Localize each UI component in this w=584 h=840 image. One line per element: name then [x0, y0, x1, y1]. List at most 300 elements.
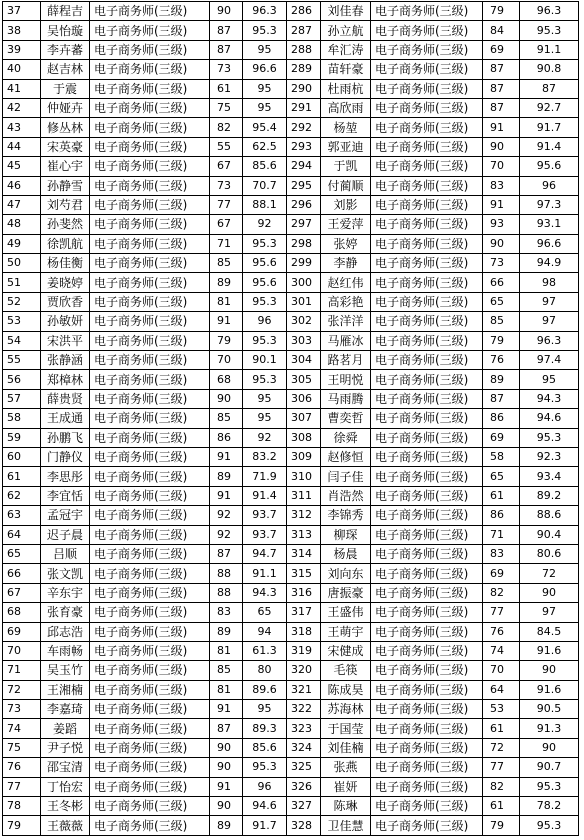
- table-row: [3, 254, 579, 273]
- score-theory-cell: 74: [483, 641, 520, 660]
- score-practical-cell: 90: [520, 661, 579, 680]
- person-name-cell: 赵修恒: [321, 447, 371, 466]
- person-name-cell: 王明悦: [321, 370, 371, 389]
- score-practical-cell: 95.6: [243, 254, 287, 273]
- row-index-cell: 308: [287, 428, 321, 447]
- person-name-cell: 杨佳衡: [41, 254, 90, 273]
- job-title-cell: 电子商务师(三级): [371, 506, 483, 525]
- table-row: [3, 215, 579, 234]
- row-index-cell: 72: [3, 680, 41, 699]
- person-name-cell: 丁怡宏: [41, 777, 90, 796]
- row-index-cell: 37: [3, 2, 41, 21]
- score-practical-cell: 97.4: [520, 351, 579, 370]
- table-row: [3, 79, 579, 98]
- row-index-cell: 41: [3, 79, 41, 98]
- score-practical-cell: 95.3: [520, 777, 579, 796]
- score-theory-cell: 66: [483, 273, 520, 292]
- person-name-cell: 卫佳慧: [321, 816, 371, 835]
- score-practical-cell: 96: [243, 777, 287, 796]
- job-title-cell: 电子商务师(三级): [371, 176, 483, 195]
- person-name-cell: 孙斐然: [41, 215, 90, 234]
- row-index-cell: 326: [287, 777, 321, 796]
- row-index-cell: 74: [3, 719, 41, 738]
- person-name-cell: 郭亚迪: [321, 137, 371, 156]
- row-index-cell: 68: [3, 603, 41, 622]
- row-index-cell: 44: [3, 137, 41, 156]
- job-title-cell: 电子商务师(三级): [371, 157, 483, 176]
- score-theory-cell: 85: [210, 661, 243, 680]
- row-index-cell: 75: [3, 738, 41, 757]
- score-practical-cell: 91.6: [520, 680, 579, 699]
- job-title-cell: 电子商务师(三级): [90, 603, 210, 622]
- job-title-cell: 电子商务师(三级): [90, 2, 210, 21]
- job-title-cell: 电子商务师(三级): [371, 331, 483, 350]
- person-name-cell: 曹奕哲: [321, 409, 371, 428]
- job-title-cell: 电子商务师(三级): [90, 564, 210, 583]
- person-name-cell: 宋洪平: [41, 331, 90, 350]
- job-title-cell: 电子商务师(三级): [371, 428, 483, 447]
- person-name-cell: 姜蹈: [41, 719, 90, 738]
- row-index-cell: 313: [287, 525, 321, 544]
- score-practical-cell: 83.2: [243, 447, 287, 466]
- job-title-cell: 电子商务师(三级): [90, 409, 210, 428]
- job-title-cell: 电子商务师(三级): [371, 312, 483, 331]
- score-theory-cell: 73: [483, 254, 520, 273]
- person-name-cell: 张文凯: [41, 564, 90, 583]
- row-index-cell: 54: [3, 331, 41, 350]
- score-theory-cell: 91: [210, 700, 243, 719]
- job-title-cell: 电子商务师(三级): [371, 409, 483, 428]
- score-theory-cell: 87: [483, 98, 520, 117]
- score-practical-cell: 97: [520, 603, 579, 622]
- person-name-cell: 刘芍君: [41, 195, 90, 214]
- person-name-cell: 孟冠宇: [41, 506, 90, 525]
- row-index-cell: 53: [3, 312, 41, 331]
- person-name-cell: 孙立航: [321, 21, 371, 40]
- table-row: [3, 777, 579, 796]
- row-index-cell: 328: [287, 816, 321, 835]
- row-index-cell: 288: [287, 40, 321, 59]
- job-title-cell: 电子商务师(三级): [371, 525, 483, 544]
- score-practical-cell: 94: [243, 622, 287, 641]
- person-name-cell: 郑樟林: [41, 370, 90, 389]
- score-practical-cell: 87: [520, 79, 579, 98]
- score-theory-cell: 70: [210, 351, 243, 370]
- job-title-cell: 电子商务师(三级): [371, 137, 483, 156]
- score-practical-cell: 95.3: [243, 331, 287, 350]
- job-title-cell: 电子商务师(三级): [371, 40, 483, 59]
- score-practical-cell: 90.7: [520, 758, 579, 777]
- person-name-cell: 毛筷: [321, 661, 371, 680]
- table-row: [3, 583, 579, 602]
- row-index-cell: 45: [3, 157, 41, 176]
- score-practical-cell: 95.3: [243, 370, 287, 389]
- row-index-cell: 59: [3, 428, 41, 447]
- row-index-cell: 71: [3, 661, 41, 680]
- table-row: [3, 137, 579, 156]
- job-title-cell: 电子商务师(三级): [371, 254, 483, 273]
- score-practical-cell: 95: [243, 79, 287, 98]
- score-practical-cell: 96.3: [243, 2, 287, 21]
- score-theory-cell: 61: [483, 486, 520, 505]
- table-row: [3, 370, 579, 389]
- score-practical-cell: 93.4: [520, 467, 579, 486]
- job-title-cell: 电子商务师(三级): [90, 98, 210, 117]
- row-index-cell: 297: [287, 215, 321, 234]
- score-theory-cell: 79: [483, 816, 520, 835]
- score-theory-cell: 90: [210, 797, 243, 816]
- row-index-cell: 303: [287, 331, 321, 350]
- person-name-cell: 李卉蕃: [41, 40, 90, 59]
- score-practical-cell: 92: [243, 428, 287, 447]
- person-name-cell: 孙鹏飞: [41, 428, 90, 447]
- score-practical-cell: 91.1: [520, 40, 579, 59]
- score-theory-cell: 64: [483, 680, 520, 699]
- person-name-cell: 于国莹: [321, 719, 371, 738]
- person-name-cell: 李嘉琦: [41, 700, 90, 719]
- score-practical-cell: 95.6: [520, 157, 579, 176]
- person-name-cell: 宋健成: [321, 641, 371, 660]
- person-name-cell: 付蔺顺: [321, 176, 371, 195]
- score-practical-cell: 90.4: [520, 525, 579, 544]
- table-row: [3, 176, 579, 195]
- score-theory-cell: 83: [483, 176, 520, 195]
- row-index-cell: 291: [287, 98, 321, 117]
- row-index-cell: 296: [287, 195, 321, 214]
- row-index-cell: 65: [3, 544, 41, 563]
- job-title-cell: 电子商务师(三级): [90, 758, 210, 777]
- person-name-cell: 迟子晨: [41, 525, 90, 544]
- person-name-cell: 杨晨: [321, 544, 371, 563]
- row-index-cell: 66: [3, 564, 41, 583]
- job-title-cell: 电子商务师(三级): [90, 428, 210, 447]
- table-row: [3, 564, 579, 583]
- score-theory-cell: 92: [210, 506, 243, 525]
- row-index-cell: 40: [3, 60, 41, 79]
- job-title-cell: 电子商务师(三级): [371, 700, 483, 719]
- person-name-cell: 李静: [321, 254, 371, 273]
- job-title-cell: 电子商务师(三级): [90, 176, 210, 195]
- job-title-cell: 电子商务师(三级): [90, 719, 210, 738]
- table-row: [3, 157, 579, 176]
- job-title-cell: 电子商务师(三级): [90, 467, 210, 486]
- person-name-cell: 崔心宇: [41, 157, 90, 176]
- job-title-cell: 电子商务师(三级): [90, 215, 210, 234]
- job-title-cell: 电子商务师(三级): [90, 118, 210, 137]
- score-table: [2, 1, 579, 836]
- table-row: [3, 661, 579, 680]
- person-name-cell: 邱志浩: [41, 622, 90, 641]
- score-practical-cell: 80: [243, 661, 287, 680]
- job-title-cell: 电子商务师(三级): [371, 777, 483, 796]
- person-name-cell: 高欣雨: [321, 98, 371, 117]
- row-index-cell: 302: [287, 312, 321, 331]
- job-title-cell: 电子商务师(三级): [371, 797, 483, 816]
- person-name-cell: 仲娅卉: [41, 98, 90, 117]
- score-practical-cell: 96: [243, 312, 287, 331]
- job-title-cell: 电子商务师(三级): [90, 447, 210, 466]
- score-theory-cell: 65: [483, 467, 520, 486]
- job-title-cell: 电子商务师(三级): [90, 816, 210, 835]
- table-row: [3, 797, 579, 816]
- score-theory-cell: 90: [210, 389, 243, 408]
- row-index-cell: 311: [287, 486, 321, 505]
- person-name-cell: 赵红伟: [321, 273, 371, 292]
- person-name-cell: 闫子佳: [321, 467, 371, 486]
- row-index-cell: 306: [287, 389, 321, 408]
- person-name-cell: 杨堃: [321, 118, 371, 137]
- score-theory-cell: 75: [210, 98, 243, 117]
- row-index-cell: 304: [287, 351, 321, 370]
- score-practical-cell: 95.3: [243, 292, 287, 311]
- person-name-cell: 李锦秀: [321, 506, 371, 525]
- table-row: [3, 312, 579, 331]
- job-title-cell: 电子商务师(三级): [371, 389, 483, 408]
- person-name-cell: 苏海林: [321, 700, 371, 719]
- person-name-cell: 尹子悦: [41, 738, 90, 757]
- row-index-cell: 69: [3, 622, 41, 641]
- job-title-cell: 电子商务师(三级): [90, 700, 210, 719]
- person-name-cell: 徐凯航: [41, 234, 90, 253]
- job-title-cell: 电子商务师(三级): [90, 525, 210, 544]
- person-name-cell: 牟汇涛: [321, 40, 371, 59]
- score-practical-cell: 95.3: [243, 234, 287, 253]
- row-index-cell: 300: [287, 273, 321, 292]
- score-theory-cell: 93: [483, 215, 520, 234]
- score-practical-cell: 94.7: [243, 544, 287, 563]
- score-theory-cell: 70: [483, 661, 520, 680]
- person-name-cell: 王湘楠: [41, 680, 90, 699]
- table-row: [3, 816, 579, 835]
- score-theory-cell: 90: [210, 738, 243, 757]
- score-theory-cell: 90: [483, 137, 520, 156]
- person-name-cell: 苗轩豪: [321, 60, 371, 79]
- score-theory-cell: 67: [210, 215, 243, 234]
- row-index-cell: 295: [287, 176, 321, 195]
- row-index-cell: 52: [3, 292, 41, 311]
- row-index-cell: 76: [3, 758, 41, 777]
- row-index-cell: 317: [287, 603, 321, 622]
- score-theory-cell: 87: [483, 389, 520, 408]
- person-name-cell: 刘影: [321, 195, 371, 214]
- job-title-cell: 电子商务师(三级): [90, 777, 210, 796]
- score-theory-cell: 65: [483, 292, 520, 311]
- table-row: [3, 409, 579, 428]
- row-index-cell: 324: [287, 738, 321, 757]
- score-theory-cell: 77: [483, 603, 520, 622]
- score-theory-cell: 91: [483, 195, 520, 214]
- table-row: [3, 234, 579, 253]
- person-name-cell: 吕顺: [41, 544, 90, 563]
- score-practical-cell: 95.3: [243, 21, 287, 40]
- job-title-cell: 电子商务师(三级): [90, 40, 210, 59]
- table-body: [3, 2, 579, 836]
- score-theory-cell: 71: [210, 234, 243, 253]
- score-theory-cell: 79: [483, 331, 520, 350]
- row-index-cell: 58: [3, 409, 41, 428]
- row-index-cell: 78: [3, 797, 41, 816]
- job-title-cell: 电子商务师(三级): [371, 273, 483, 292]
- job-title-cell: 电子商务师(三级): [371, 234, 483, 253]
- score-theory-cell: 58: [483, 447, 520, 466]
- person-name-cell: 李思彤: [41, 467, 90, 486]
- job-title-cell: 电子商务师(三级): [90, 351, 210, 370]
- score-practical-cell: 98: [520, 273, 579, 292]
- row-index-cell: 57: [3, 389, 41, 408]
- person-name-cell: 辛东宇: [41, 583, 90, 602]
- job-title-cell: 电子商务师(三级): [90, 661, 210, 680]
- row-index-cell: 310: [287, 467, 321, 486]
- job-title-cell: 电子商务师(三级): [90, 234, 210, 253]
- score-theory-cell: 83: [210, 603, 243, 622]
- table-row: [3, 351, 579, 370]
- score-practical-cell: 84.5: [520, 622, 579, 641]
- job-title-cell: 电子商务师(三级): [90, 292, 210, 311]
- score-practical-cell: 95.3: [243, 758, 287, 777]
- score-theory-cell: 91: [210, 312, 243, 331]
- person-name-cell: 张静涵: [41, 351, 90, 370]
- table-row: [3, 622, 579, 641]
- score-practical-cell: 90: [520, 583, 579, 602]
- person-name-cell: 陈琳: [321, 797, 371, 816]
- score-theory-cell: 88: [210, 564, 243, 583]
- job-title-cell: 电子商务师(三级): [371, 641, 483, 660]
- score-practical-cell: 91.4: [243, 486, 287, 505]
- score-practical-cell: 96.3: [520, 2, 579, 21]
- score-theory-cell: 87: [210, 719, 243, 738]
- row-index-cell: 323: [287, 719, 321, 738]
- job-title-cell: 电子商务师(三级): [371, 564, 483, 583]
- job-title-cell: 电子商务师(三级): [90, 370, 210, 389]
- score-theory-cell: 76: [483, 622, 520, 641]
- row-index-cell: 318: [287, 622, 321, 641]
- score-practical-cell: 92: [243, 215, 287, 234]
- job-title-cell: 电子商务师(三级): [371, 661, 483, 680]
- score-practical-cell: 95: [243, 389, 287, 408]
- table-row: [3, 21, 579, 40]
- row-index-cell: 79: [3, 816, 41, 835]
- score-practical-cell: 88.1: [243, 195, 287, 214]
- score-theory-cell: 90: [483, 234, 520, 253]
- row-index-cell: 48: [3, 215, 41, 234]
- person-name-cell: 贾欣香: [41, 292, 90, 311]
- job-title-cell: 电子商务师(三级): [90, 506, 210, 525]
- row-index-cell: 39: [3, 40, 41, 59]
- table-row: [3, 738, 579, 757]
- job-title-cell: 电子商务师(三级): [371, 292, 483, 311]
- person-name-cell: 王冬彬: [41, 797, 90, 816]
- score-theory-cell: 88: [210, 583, 243, 602]
- score-theory-cell: 61: [483, 719, 520, 738]
- person-name-cell: 张婷: [321, 234, 371, 253]
- job-title-cell: 电子商务师(三级): [371, 738, 483, 757]
- table-row: [3, 467, 579, 486]
- row-index-cell: 67: [3, 583, 41, 602]
- score-practical-cell: 94.6: [243, 797, 287, 816]
- job-title-cell: 电子商务师(三级): [371, 215, 483, 234]
- person-name-cell: 吴怡璇: [41, 21, 90, 40]
- person-name-cell: 邵宝清: [41, 758, 90, 777]
- job-title-cell: 电子商务师(三级): [90, 583, 210, 602]
- row-index-cell: 312: [287, 506, 321, 525]
- job-title-cell: 电子商务师(三级): [371, 544, 483, 563]
- score-practical-cell: 95: [243, 700, 287, 719]
- row-index-cell: 320: [287, 661, 321, 680]
- row-index-cell: 294: [287, 157, 321, 176]
- score-practical-cell: 70.7: [243, 176, 287, 195]
- table-row: [3, 447, 579, 466]
- score-theory-cell: 70: [483, 157, 520, 176]
- score-theory-cell: 91: [210, 486, 243, 505]
- score-theory-cell: 79: [483, 2, 520, 21]
- person-name-cell: 李宜恬: [41, 486, 90, 505]
- job-title-cell: 电子商务师(三级): [371, 486, 483, 505]
- row-index-cell: 293: [287, 137, 321, 156]
- score-practical-cell: 91.7: [243, 816, 287, 835]
- person-name-cell: 马雁冰: [321, 331, 371, 350]
- job-title-cell: 电子商务师(三级): [371, 583, 483, 602]
- row-index-cell: 50: [3, 254, 41, 273]
- job-title-cell: 电子商务师(三级): [90, 622, 210, 641]
- table-row: [3, 40, 579, 59]
- table-row: [3, 525, 579, 544]
- score-theory-cell: 89: [210, 622, 243, 641]
- score-practical-cell: 89.6: [243, 680, 287, 699]
- score-theory-cell: 81: [210, 292, 243, 311]
- table-row: [3, 118, 579, 137]
- score-theory-cell: 83: [483, 544, 520, 563]
- row-index-cell: 316: [287, 583, 321, 602]
- score-theory-cell: 55: [210, 137, 243, 156]
- person-name-cell: 王成通: [41, 409, 90, 428]
- row-index-cell: 315: [287, 564, 321, 583]
- score-practical-cell: 97: [520, 292, 579, 311]
- person-name-cell: 刘佳楠: [321, 738, 371, 757]
- job-title-cell: 电子商务师(三级): [90, 641, 210, 660]
- job-title-cell: 电子商务师(三级): [90, 738, 210, 757]
- score-theory-cell: 71: [483, 525, 520, 544]
- row-index-cell: 70: [3, 641, 41, 660]
- score-theory-cell: 79: [210, 331, 243, 350]
- score-practical-cell: 91.6: [520, 641, 579, 660]
- score-theory-cell: 91: [210, 777, 243, 796]
- job-title-cell: 电子商务师(三级): [90, 312, 210, 331]
- person-name-cell: 王爱萍: [321, 215, 371, 234]
- person-name-cell: 王萌宇: [321, 622, 371, 641]
- score-theory-cell: 82: [483, 777, 520, 796]
- score-theory-cell: 76: [483, 351, 520, 370]
- job-title-cell: 电子商务师(三级): [90, 544, 210, 563]
- person-name-cell: 陈成昊: [321, 680, 371, 699]
- score-theory-cell: 89: [483, 370, 520, 389]
- person-name-cell: 肖浩然: [321, 486, 371, 505]
- job-title-cell: 电子商务师(三级): [371, 370, 483, 389]
- table-row: [3, 60, 579, 79]
- score-theory-cell: 92: [210, 525, 243, 544]
- job-title-cell: 电子商务师(三级): [90, 157, 210, 176]
- score-practical-cell: 93.7: [243, 525, 287, 544]
- score-practical-cell: 95: [520, 370, 579, 389]
- job-title-cell: 电子商务师(三级): [371, 622, 483, 641]
- person-name-cell: 宋英豪: [41, 137, 90, 156]
- person-name-cell: 修丛林: [41, 118, 90, 137]
- score-practical-cell: 65: [243, 603, 287, 622]
- score-theory-cell: 67: [210, 157, 243, 176]
- score-practical-cell: 95.3: [520, 21, 579, 40]
- table-row: [3, 758, 579, 777]
- job-title-cell: 电子商务师(三级): [371, 467, 483, 486]
- person-name-cell: 马雨腾: [321, 389, 371, 408]
